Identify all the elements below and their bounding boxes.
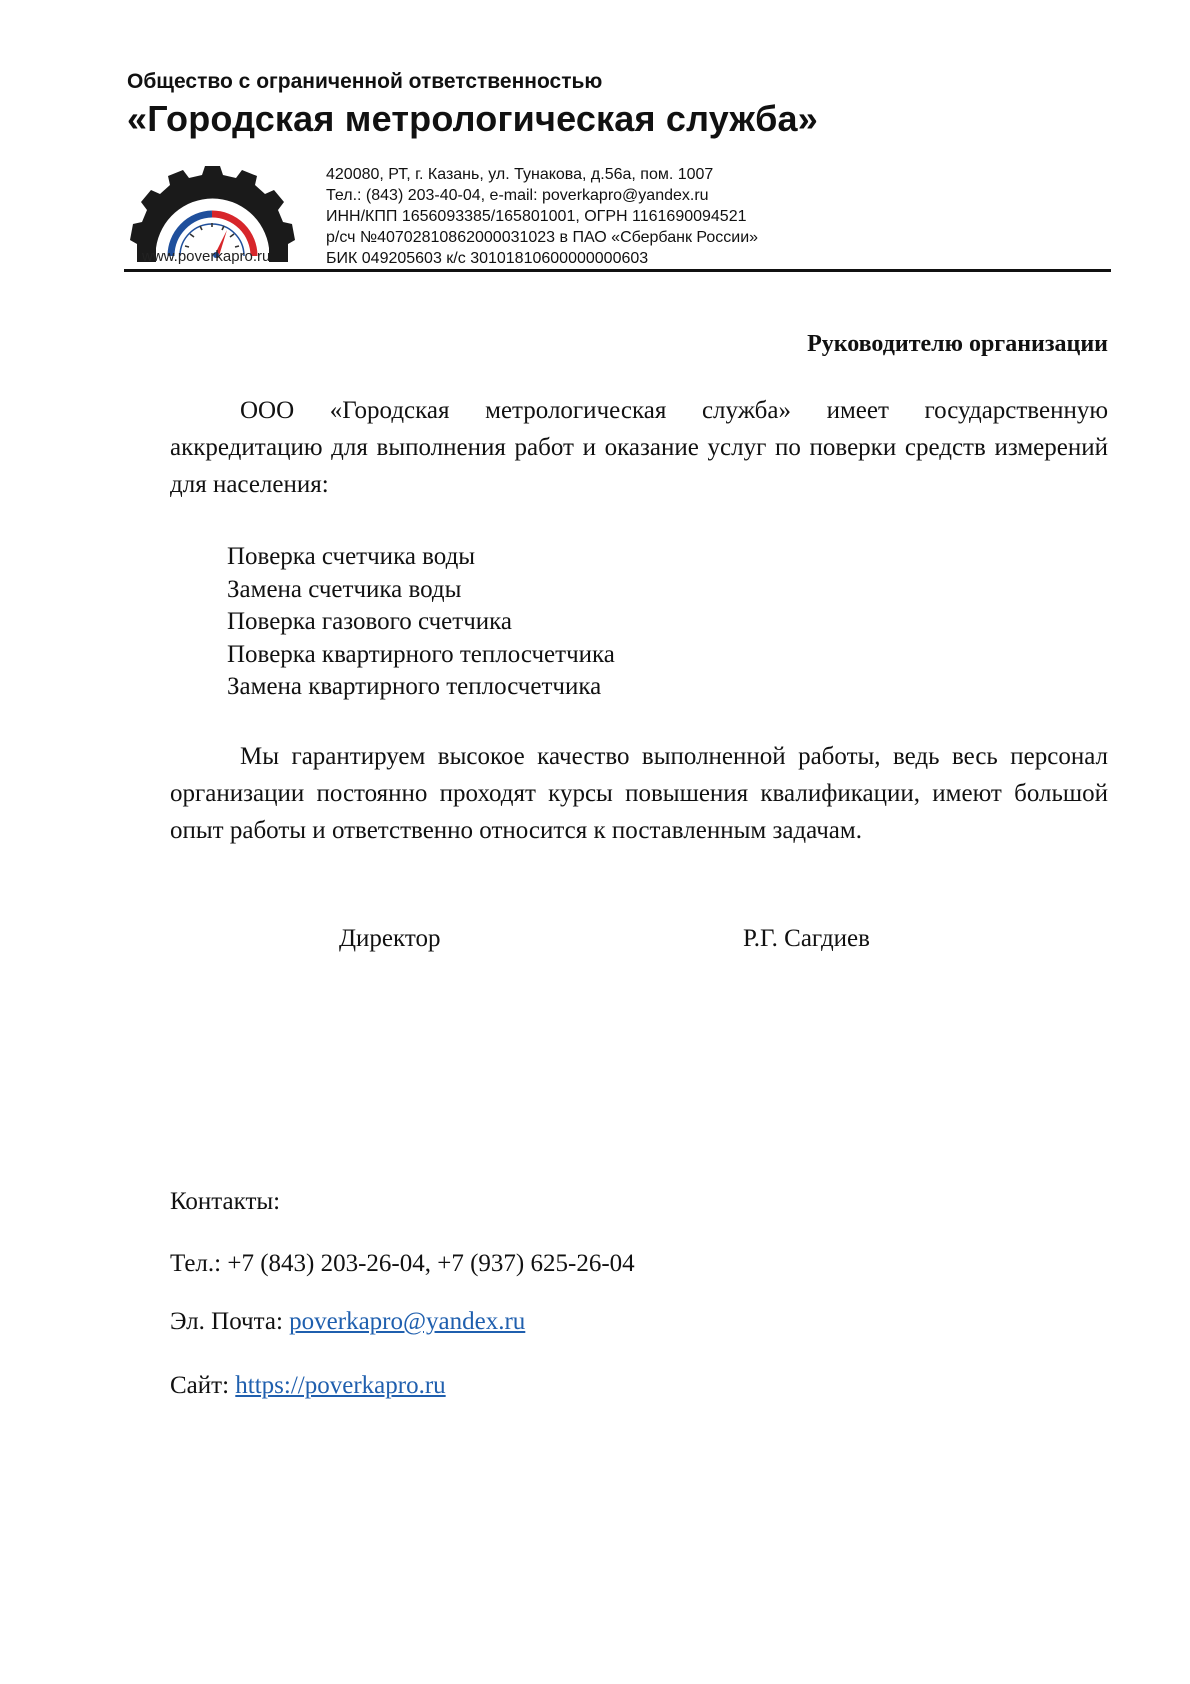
org-name: «Городская метрологическая служба» bbox=[127, 98, 818, 139]
phone-label: Тел.: bbox=[170, 1250, 222, 1277]
org-type: Общество с ограниченной ответственностью bbox=[127, 70, 603, 93]
account-line: р/сч №40702810862000031023 в ПАО «Сбербанк России» bbox=[326, 229, 759, 246]
phone-numbers: +7 (843) 203-26-04, +7 (937) 625-26-04 bbox=[227, 1250, 635, 1277]
site-label: Сайт: bbox=[170, 1372, 230, 1399]
contact-email bbox=[170, 1308, 525, 1336]
contact-site bbox=[170, 1372, 446, 1400]
email-label: Эл. Почта: bbox=[170, 1308, 283, 1335]
bik-line: БИК 049205603 к/с 30101810600000000603 bbox=[326, 250, 649, 267]
logo-url: www.poverkapro.ru bbox=[142, 248, 271, 265]
intro-paragraph bbox=[170, 392, 1108, 503]
director-title: Директор bbox=[339, 925, 441, 952]
guarantee-paragraph bbox=[170, 738, 1108, 849]
header-divider bbox=[124, 269, 1111, 272]
guarantee-text: Мы гарантируем высокое качество выполненной работы, ведь весь персонал организации постоянно проходят курсы повышения квалификации, имеют большой опыт работы и ответственно относится к поставленным задачам. bbox=[170, 743, 1108, 844]
intro-text: ООО «Городская метрологическая служба» имеет государственную аккредитацию для выполнения работ и оказание услуг по поверки средств измерений для населения: bbox=[170, 397, 1108, 498]
list-item: Замена квартирного теплосчетчика bbox=[227, 673, 602, 700]
phone-email-line: Тел.: (843) 203-40-04, e-mail: poverkapro@yandex.ru bbox=[326, 187, 709, 204]
director-name: Р.Г. Сагдиев bbox=[743, 925, 870, 952]
contacts-heading: Контакты: bbox=[170, 1188, 281, 1215]
contact-phone bbox=[170, 1250, 635, 1278]
list-item: Замена счетчика воды bbox=[227, 575, 462, 603]
list-item: Поверка газового счетчика bbox=[227, 608, 513, 635]
addressee: Руководителю организации bbox=[807, 331, 1108, 357]
email-link[interactable]: poverkapro@yandex.ru bbox=[289, 1308, 526, 1335]
inn-kpp-line: ИНН/КПП 1656093385/165801001, ОГРН 1161690094521 bbox=[326, 208, 747, 225]
services-list bbox=[227, 541, 615, 704]
list-item: Поверка квартирного теплосчетчика bbox=[227, 640, 615, 668]
company-requisites bbox=[326, 164, 758, 269]
list-item: Поверка счетчика воды bbox=[227, 543, 476, 570]
site-link[interactable]: https://poverkapro.ru bbox=[235, 1372, 446, 1399]
address-line: 420080, РТ, г. Казань, ул. Тунакова, д.56а, пом. 1007 bbox=[326, 166, 714, 183]
